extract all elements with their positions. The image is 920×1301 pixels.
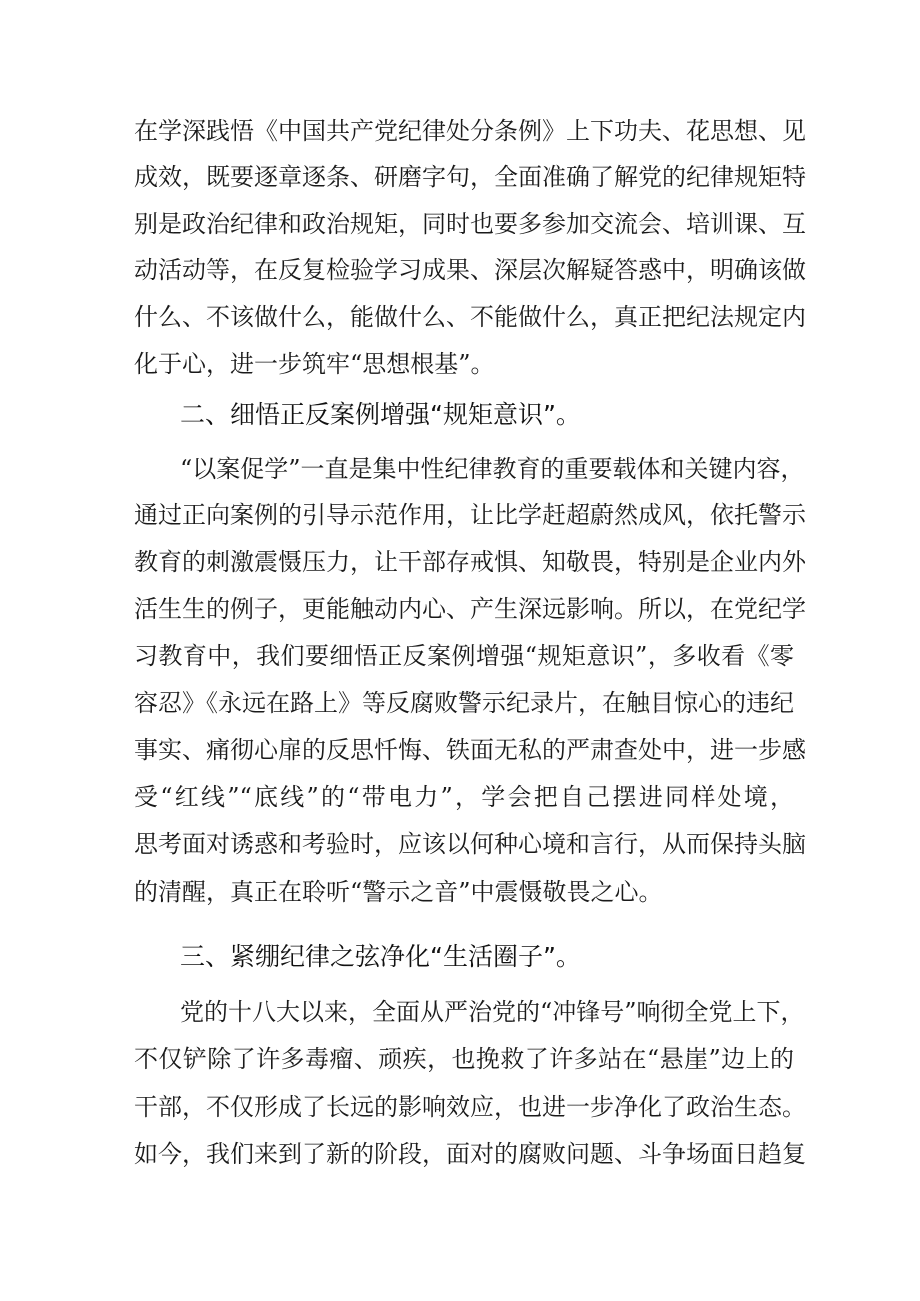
paragraph-2-line: 容忍》《永远在路上》等反腐败警示纪录片，在触目惊心的违纪 <box>134 689 794 717</box>
section-heading-3: 三、紧绷纪律之弦净化“生活圈子”。 <box>180 942 581 971</box>
paragraph-1-line: 动活动等，在反复检验学习成果、深层次解疑答惑中，明确该做 <box>134 256 806 284</box>
paragraph-2-line: 思考面对诱惑和考验时，应该以何种心境和言行，从而保持头脑 <box>134 830 806 858</box>
paragraph-2-line: 活生生的例子，更能触动内心、产生深远影响。所以，在党纪学 <box>134 595 806 623</box>
paragraph-2-line: 习教育中，我们要细悟正反案例增强“规矩意识”，多收看《零 <box>134 642 794 670</box>
paragraph-1-line: 化于心，进一步筑牢“思想根基”。 <box>134 350 495 378</box>
paragraph-2-line: 受“红线”“底线”的“带电力”，学会把自己摆进同样处境， <box>134 783 794 811</box>
paragraph-2-line: 教育的刺激震慑压力，让干部存戒惧、知敬畏，特别是企业内外 <box>134 548 806 576</box>
paragraph-1-line: 成效，既要逐章逐条、研磨字句，全面准确了解党的纪律规矩特 <box>134 163 806 191</box>
section-heading-2: 二、细悟正反案例增强“规矩意识”。 <box>180 400 581 429</box>
paragraph-3-line: 如今，我们来到了新的阶段，面对的腐败问题、斗争场面日趋复 <box>134 1140 806 1168</box>
paragraph-3-line: 干部，不仅形成了长远的影响效应，也进一步净化了政治生态。 <box>134 1093 806 1121</box>
paragraph-3-line: 不仅铲除了许多毒瘤、顽疾，也挽救了许多站在“悬崖”边上的 <box>134 1045 794 1073</box>
paragraph-2-line: “以案促学”一直是集中性纪律教育的重要载体和关键内容， <box>180 455 805 483</box>
paragraph-3-line: 党的十八大以来，全面从严治党的“冲锋号”响彻全党上下， <box>180 998 805 1026</box>
paragraph-1-line: 在学深践悟《中国共产党纪律处分条例》上下功夫、花思想、见 <box>134 117 806 145</box>
paragraph-1-line: 什么、不该做什么，能做什么、不能做什么，真正把纪法规定内 <box>134 303 806 331</box>
paragraph-2-line: 事实、痛彻心扉的反思忏悔、铁面无私的严肃查处中，进一步感 <box>134 736 806 764</box>
paragraph-2-line: 的清醒，真正在聆听“警示之音”中震慑敬畏之心。 <box>134 878 663 906</box>
paragraph-2-line: 通过正向案例的引导示范作用，让比学赶超蔚然成风，依托警示 <box>134 501 806 529</box>
paragraph-1-line: 别是政治纪律和政治规矩，同时也要多参加交流会、培训课、互 <box>134 210 806 238</box>
